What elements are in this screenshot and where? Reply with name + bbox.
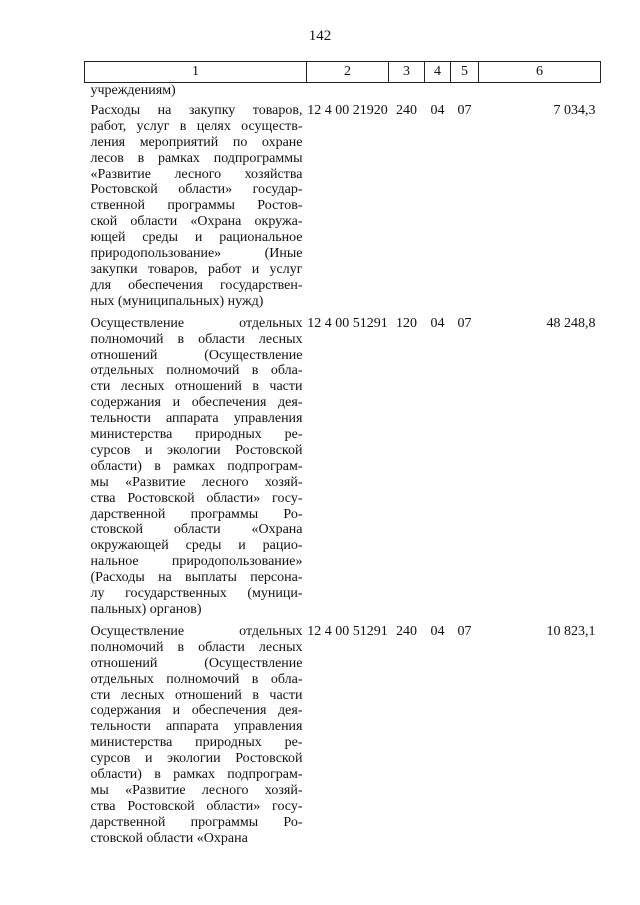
row-amount: 10 823,1 bbox=[546, 623, 596, 639]
description-line: мы «Развитие лесного хозяй- bbox=[90, 474, 303, 490]
description-line: (Расходы на выплаты персона- bbox=[90, 570, 303, 586]
description-line: нальное природопользование» bbox=[90, 554, 303, 570]
row-expense-type: 240 bbox=[396, 623, 417, 639]
description-line: тельности аппарата управления bbox=[90, 411, 303, 427]
description-line: лу государственных (муници- bbox=[90, 586, 303, 602]
description-line: лесов в рамках подпрограммы bbox=[90, 150, 303, 166]
description-line: Осуществление отдельных bbox=[90, 315, 303, 331]
description-line: ления мероприятий по охране bbox=[90, 134, 303, 150]
table-row bbox=[85, 103, 601, 316]
description-line: области) в рамках подпрограм- bbox=[90, 458, 303, 474]
description-line: полномочий в области лесных bbox=[90, 331, 303, 347]
header-col-2: 2 bbox=[307, 62, 389, 83]
description-line: полномочий в области лесных bbox=[90, 639, 303, 655]
description-line: ных (муниципальных) нужд) bbox=[90, 293, 264, 309]
description-line: дарственной программы Ро- bbox=[90, 506, 303, 522]
description-line: области) в рамках подпрограм- bbox=[90, 767, 303, 783]
description-line: мы «Развитие лесного хозяй- bbox=[90, 782, 303, 798]
description-line: окружающей среды и рацио- bbox=[90, 538, 303, 554]
description-line: пальных) органов) bbox=[90, 602, 202, 617]
row-amount: 7 034,3 bbox=[553, 102, 596, 118]
description-line: сти лесных отношений в части bbox=[90, 379, 303, 395]
row-amount: 48 248,8 bbox=[546, 315, 596, 331]
row-description bbox=[85, 103, 307, 316]
description-line: ственной программы Ростов- bbox=[90, 198, 303, 214]
description-line: стовской области «Охрана bbox=[90, 522, 303, 538]
table-header-row bbox=[85, 62, 601, 83]
row-section: 04 bbox=[430, 623, 445, 639]
description-line: отношений (Осуществление bbox=[90, 347, 303, 363]
row-code: 12 4 00 51291 bbox=[307, 315, 388, 331]
header-col-1: 1 bbox=[85, 62, 307, 83]
description-line: Осуществление отдельных bbox=[90, 623, 303, 639]
description-line: ской области «Охрана окружа- bbox=[90, 214, 303, 230]
header-col-5: 5 bbox=[451, 62, 479, 83]
description-line: ства Ростовской области» госу- bbox=[90, 798, 303, 814]
row-description bbox=[85, 624, 307, 853]
description-line: содержания и обеспечения дея- bbox=[90, 703, 303, 719]
row-subsection: 07 bbox=[457, 315, 472, 331]
row-section: 04 bbox=[430, 102, 445, 118]
row-expense-type: 240 bbox=[396, 102, 417, 118]
description-line: стовской области «Охрана bbox=[90, 830, 248, 846]
description-line: Ростовской области» государ- bbox=[90, 182, 303, 198]
description-line: сти лесных отношений в части bbox=[90, 687, 303, 703]
description-line: сурсов и экологии Ростовской bbox=[90, 751, 303, 767]
row-description bbox=[85, 316, 307, 624]
description-line: Расходы на закупку товаров, bbox=[90, 102, 303, 118]
description-line: тельности аппарата управления bbox=[90, 719, 303, 735]
row-subsection: 07 bbox=[457, 102, 472, 118]
description-line: содержания и обеспечения дея- bbox=[90, 395, 303, 411]
description-line: отдельных полномочий в обла- bbox=[90, 363, 303, 379]
description-line: министерства природных ре- bbox=[90, 735, 303, 751]
continuation-text: учреждениям) bbox=[90, 83, 176, 98]
table-row bbox=[85, 624, 601, 853]
description-line: природопользование» (Иные bbox=[90, 246, 303, 262]
header-col-4: 4 bbox=[425, 62, 451, 83]
header-col-6: 6 bbox=[479, 62, 601, 83]
description-line: министерства природных ре- bbox=[90, 427, 303, 443]
row-section: 04 bbox=[430, 315, 445, 331]
description-line: отношений (Осуществление bbox=[90, 655, 303, 671]
description-line: ющей среды и рациональное bbox=[90, 230, 303, 246]
description-line: сурсов и экологии Ростовской bbox=[90, 442, 303, 458]
budget-table bbox=[84, 61, 601, 853]
row-subsection: 07 bbox=[457, 623, 472, 639]
table-row bbox=[85, 316, 601, 624]
row-code: 12 4 00 51291 bbox=[307, 623, 388, 639]
description-line: работ, услуг в целях осуществ- bbox=[90, 118, 303, 134]
description-line: закупки товаров, работ и услуг bbox=[90, 261, 303, 277]
row-code: 12 4 00 21920 bbox=[307, 102, 388, 118]
description-line: для обеспечения государствен- bbox=[90, 277, 303, 293]
description-line: «Развитие лесного хозяйства bbox=[90, 166, 303, 182]
description-line: дарственной программы Ро- bbox=[90, 814, 303, 830]
continuation-row bbox=[85, 83, 601, 103]
header-col-3: 3 bbox=[389, 62, 425, 83]
description-line: отдельных полномочий в обла- bbox=[90, 671, 303, 687]
page-number: 142 bbox=[308, 28, 332, 44]
description-line: ства Ростовской области» госу- bbox=[90, 490, 303, 506]
row-expense-type: 120 bbox=[396, 315, 417, 331]
